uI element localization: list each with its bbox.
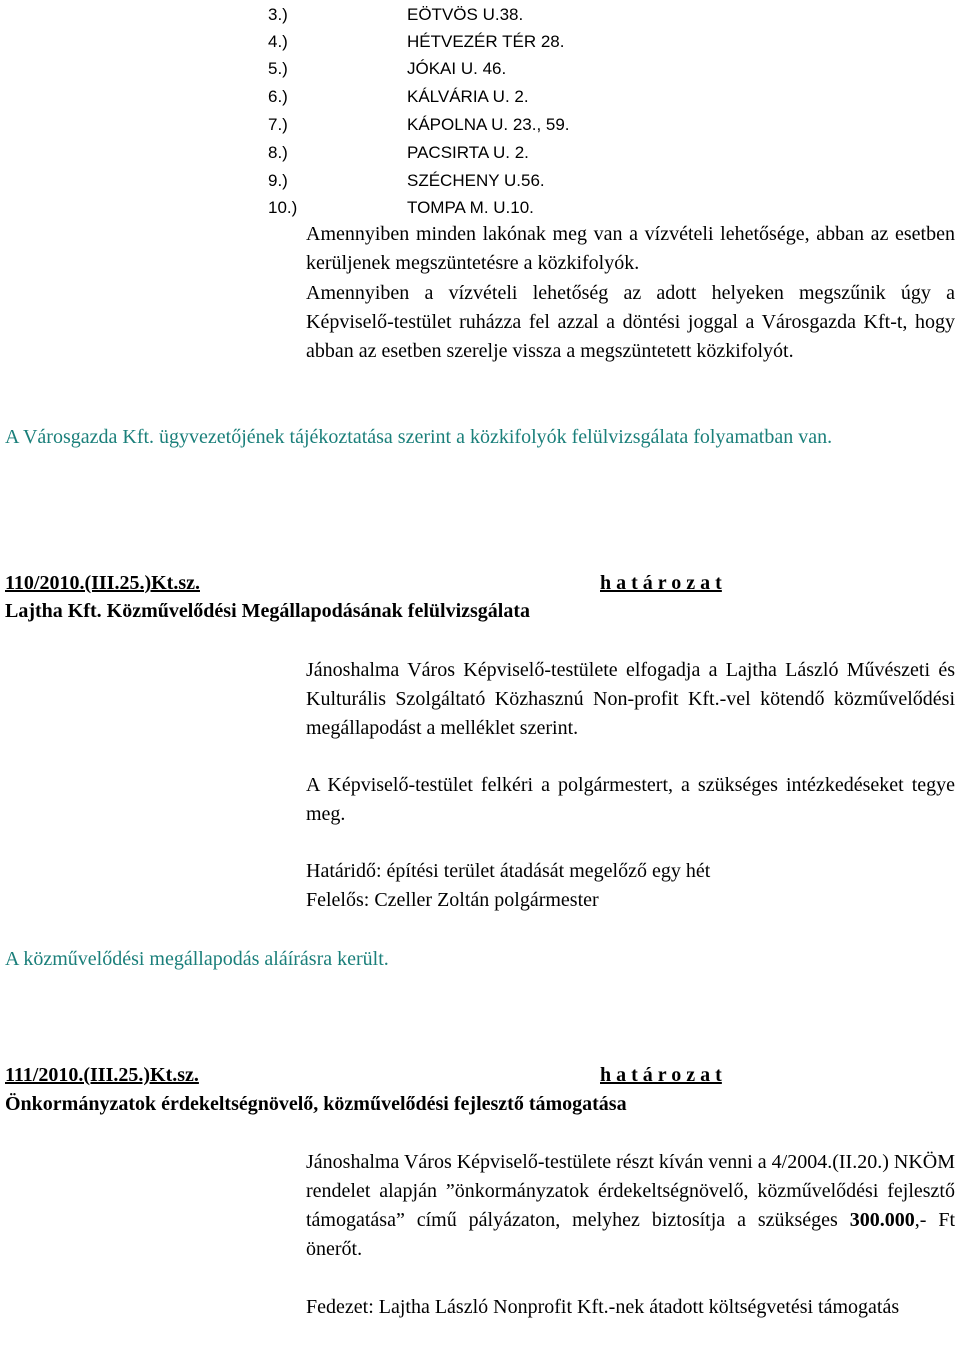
resolution-paragraph: A Képviselő-testület felkéri a polgármestert, a szükséges intézkedéseket tegye meg. [306,774,955,825]
resolution-responsible: Felelős: Czeller Zoltán polgármester [306,889,599,911]
paragraph-water-authority: Amennyiben a vízvételi lehetőség az adott helyeken megszűnik úgy a Képviselő-testület ruházza fel azzal a döntési joggal a Városgazda Kft-t, hogy abban az esetben szerelje vissza a megszüntetett közkifolyót. [306,282,955,362]
resolution-label: h a t á r o z a t [600,1064,722,1086]
resolution-paragraph-text: Jánoshalma Város Képviselő-testülete részt kíván venni a 4/2004.(II.20.) NKÖM rendelet alapján ”önkormányzatok érdekeltségnövelő, közművelődési fejlesztő támogatása” című pályázaton, melyhez biztosítja a szükséges [306,1151,955,1231]
list-item-number: 6.) [268,87,288,106]
note-agreement-signed: A közművelődési megállapodás aláírásra került. [5,948,389,970]
list-item-number: 3.) [268,5,288,24]
resolution-funding: Fedezet: Lajtha László Nonprofit Kft.-nek átadott költségvetési támogatás [306,1296,900,1318]
list-item-street: TOMPA M. U.10. [407,198,534,217]
resolution-title: Önkormányzatok érdekeltségnövelő, közművelődési fejlesztő támogatása [5,1093,627,1115]
list-item-street: KÁLVÁRIA U. 2. [407,87,529,106]
list-item-street: PACSIRTA U. 2. [407,143,529,162]
list-item-number: 9.) [268,171,288,190]
resolution-deadline: Határidő: építési terület átadását megelőző egy hét [306,860,711,882]
resolution-title: Lajtha Kft. Közművelődési Megállapodásának felülvizsgálata [5,600,530,622]
resolution-paragraph [306,1148,955,1264]
resolution-paragraph-text: ,- Ft önerőt. [306,1209,955,1260]
list-item-number: 7.) [268,115,288,134]
list-item-number: 8.) [268,143,288,162]
list-item-street: EÖTVÖS U.38. [407,5,524,24]
list-item-number: 5.) [268,59,288,78]
resolution-paragraph: Jánoshalma Város Képviselő-testülete elfogadja a Lajtha László Művészeti és Kulturális Szolgáltató Közhasznú Non-profit Kft.-vel kötendő közművelődési megállapodást a melléklet szerint. [306,659,955,739]
resolution-label: h a t á r o z a t [600,572,722,594]
paragraph-water-access: Amennyiben minden lakónak meg van a vízvételi lehetősége, abban az esetben kerüljenek megszüntetésre a közkifolyók. [306,223,955,274]
resolution-number: 111/2010.(III.25.)Kt.sz. [5,1064,199,1086]
list-item-street: HÉTVEZÉR TÉR 28. [407,32,565,51]
list-item-street: SZÉCHENY U.56. [407,171,545,190]
list-item-number: 10.) [268,198,298,217]
list-item-street: KÁPOLNA U. 23., 59. [407,115,570,134]
amount-value: 300.000 [849,1209,915,1231]
resolution-number: 110/2010.(III.25.)Kt.sz. [5,572,200,594]
note-review-in-progress: A Városgazda Kft. ügyvezetőjének tájékoztatása szerint a közkifolyók felülvizsgálata folyamatban van. [5,426,833,448]
list-item-street: JÓKAI U. 46. [407,59,507,78]
list-item-number: 4.) [268,32,288,51]
